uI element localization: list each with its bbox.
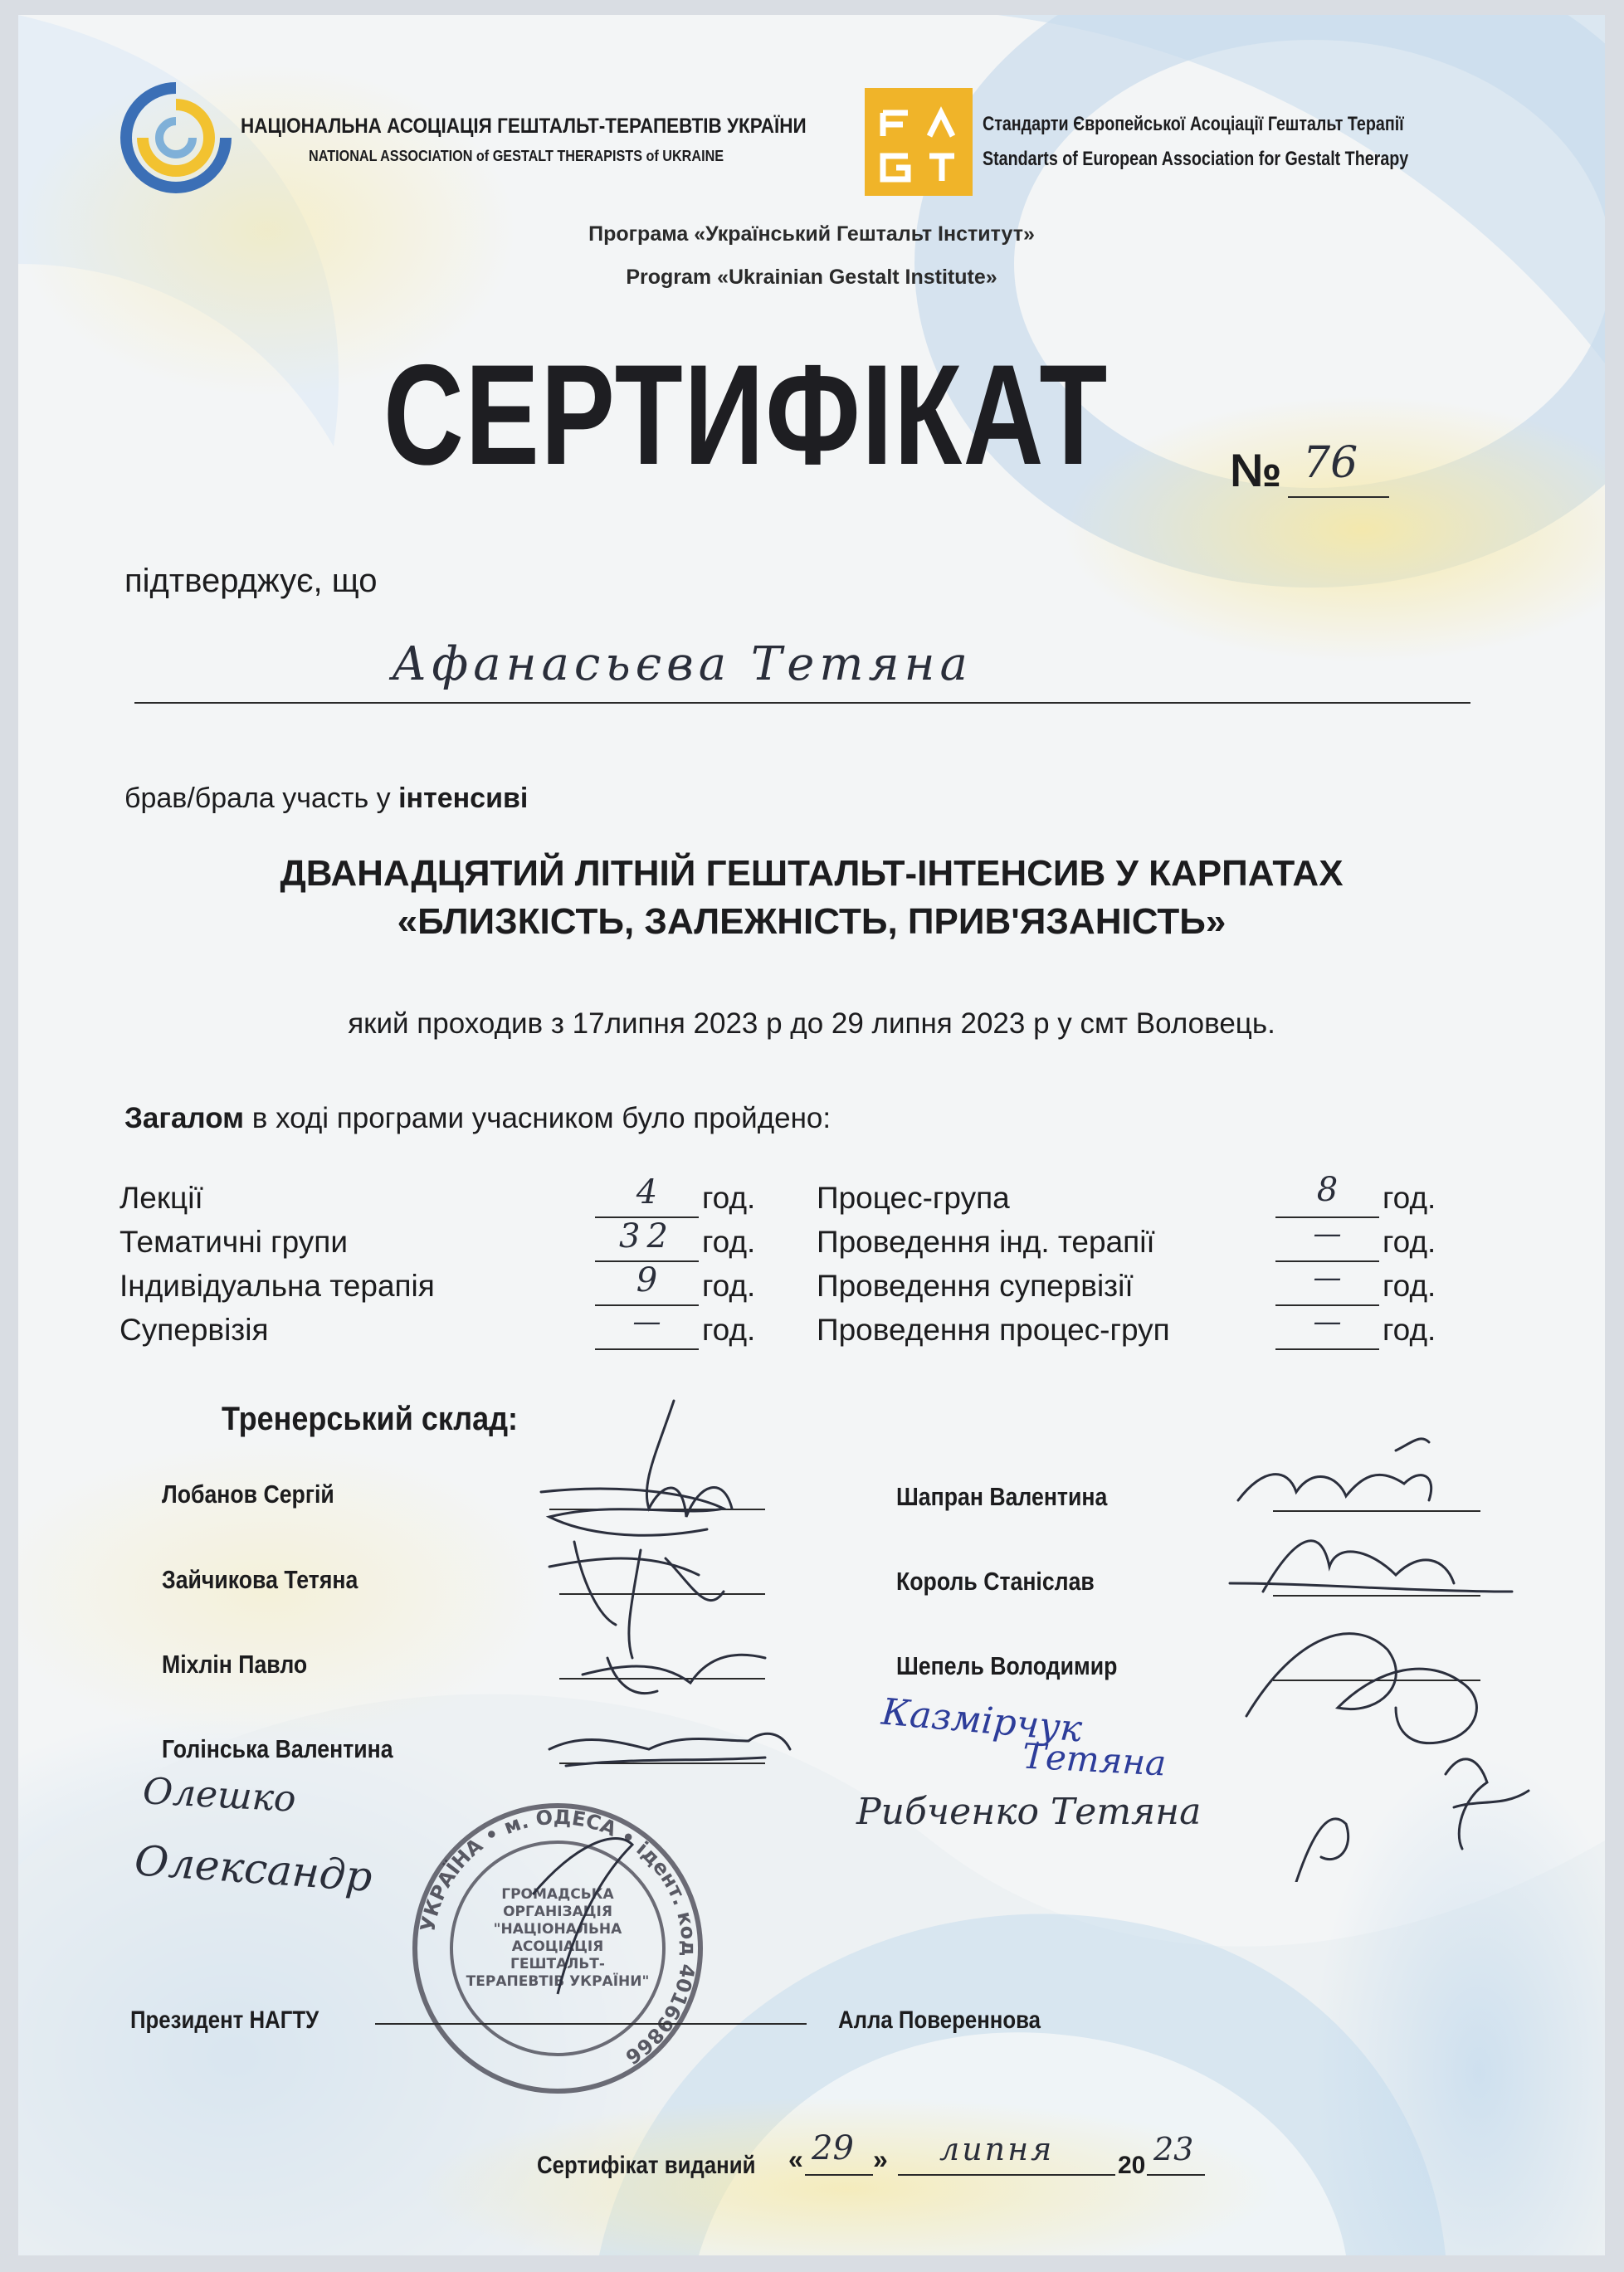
hours-right-unit-1: год. (1383, 1181, 1436, 1215)
program-ua: Програма «Український Гештальт Інститут» (588, 222, 1035, 246)
event-dates: який проходив з 17липня 2023 р до 29 липня 2023 р у смт Воловець. (348, 1007, 1275, 1040)
trainer-left-4: Голінська Валентина (162, 1734, 393, 1763)
association-name-en: NATIONAL ASSOCIATION of GESTALT THERAPISTS of UKRAINE (309, 148, 724, 164)
eagt-standards-ua: Стандарти Європейської Асоціації Гештальт Терапії (983, 113, 1404, 135)
recipient-name: Афанасьєва Тетяна (392, 637, 973, 691)
program-en: Program «Ukrainian Gestalt Institute» (626, 266, 997, 289)
trainer-right-1: Шапран Валентина (896, 1482, 1108, 1511)
hours-left-unit-4: год. (702, 1313, 756, 1347)
hours-left-value-4: — (632, 1305, 661, 1338)
handwritten-name-4: Тетяна (1021, 1735, 1168, 1784)
hours-left-value-3: 9 (636, 1261, 658, 1299)
hours-left-label-2: Тематичні групи (119, 1225, 348, 1259)
issued-year-prefix: 20 (1118, 2152, 1146, 2179)
certificate-number-label: № (1230, 444, 1282, 496)
trainer-right-3: Шепель Володимир (896, 1651, 1118, 1680)
handwritten-name-1: Олешко (141, 1770, 297, 1821)
handwritten-name-5: Рибченко Тетяна (856, 1791, 1202, 1833)
certificate-title: СЕРТИФІКАТ (383, 335, 1109, 495)
handwritten-name-3: Казмірчук (880, 1690, 1084, 1751)
president-signature-line (375, 2023, 807, 2025)
trainer-left-3: Міхлін Павло (162, 1650, 308, 1679)
issued-day: 29 (812, 2129, 854, 2167)
hours-right-label-2: Проведення інд. терапії (817, 1225, 1155, 1259)
hours-right-unit-3: год. (1383, 1269, 1436, 1303)
issued-close-quote: » (873, 2144, 888, 2174)
confirms-text: підтверджує, що (124, 563, 378, 599)
eagt-standards-en: Standarts of European Association for Gestalt Therapy (983, 148, 1409, 170)
president-label: Президент НАГТУ (130, 2006, 319, 2034)
nagtu-logo-icon (118, 80, 234, 196)
hours-right-unit-4: год. (1383, 1313, 1436, 1347)
hours-right-label-1: Процес-група (817, 1181, 1010, 1215)
recipient-line (134, 702, 1470, 704)
hours-left-label-4: Супервізія (119, 1313, 269, 1347)
trainers-heading: Тренерський склад: (222, 1401, 519, 1437)
eagt-logo-icon (865, 88, 973, 196)
trainer-left-2: Зайчикова Тетяна (162, 1565, 358, 1594)
stamp-inner-text: ГРОМАДСЬКА ОРГАНІЗАЦІЯ "НАЦІОНАЛЬНА АСОЦІАЦІЯ ГЕШТАЛЬТ-ТЕРАПЕВТІВ УКРАЇНИ" (466, 1886, 650, 1990)
stamp-outer-text: УКРАЇНА • м. ОДЕСА • ідент. код 40169866 (416, 1805, 701, 2070)
event-title-line2: «БЛИЗКІСТЬ, ЗАЛЕЖНІСТЬ, ПРИВ'ЯЗАНІСТЬ» (397, 901, 1227, 942)
association-name-ua: НАЦІОНАЛЬНА АСОЦІАЦІЯ ГЕШТАЛЬТ-ТЕРАПЕВТІВ УКРАЇНИ (241, 115, 807, 138)
certificate-page (18, 15, 1605, 2255)
hours-right-value-3: — (1313, 1261, 1342, 1294)
hours-right-unit-2: год. (1383, 1225, 1436, 1259)
hours-right-value-4: — (1313, 1305, 1342, 1338)
issued-year-suffix: 23 (1153, 2131, 1194, 2167)
hours-left-unit-2: год. (702, 1225, 756, 1259)
hours-left-label-3: Індивідуальна терапія (119, 1269, 435, 1303)
certificate-number-value: 76 (1303, 438, 1358, 488)
summary-intro: Загалом в ході програми учасником було пройдено: (124, 1102, 832, 1134)
hours-left-unit-1: год. (702, 1181, 756, 1215)
hours-right-label-4: Проведення процес-груп (817, 1313, 1170, 1347)
hours-left-value-1: 4 (636, 1173, 658, 1212)
hours-left-unit-3: год. (702, 1269, 756, 1303)
hours-left-label-1: Лекції (119, 1181, 203, 1215)
trainer-left-1: Лобанов Сергій (162, 1480, 334, 1509)
trainer-signatures-left (516, 1384, 815, 1799)
issued-label: Сертифікат виданий (537, 2152, 756, 2179)
hours-right-label-3: Проведення супервізії (817, 1269, 1134, 1303)
participation-text: брав/брала участь у інтенсиві (124, 783, 529, 814)
trainer-right-2: Король Станіслав (896, 1567, 1095, 1596)
hours-right-value-2: — (1313, 1217, 1342, 1251)
issued-open-quote: « (788, 2144, 803, 2174)
event-title-line1: ДВАНАДЦЯТИЙ ЛІТНІЙ ГЕШТАЛЬТ-ІНТЕНСИВ У КАРПАТАХ (280, 853, 1344, 894)
hours-right-value-1: 8 (1316, 1171, 1339, 1209)
trainer-signatures-right (1213, 1417, 1545, 1882)
handwritten-name-2: Олександр (133, 1836, 374, 1901)
organization-stamp (408, 1795, 707, 2102)
president-name: Алла Повереннова (838, 2006, 1041, 2034)
issued-month: липня (939, 2131, 1055, 2167)
hours-left-value-2: 32 (619, 1217, 675, 1255)
